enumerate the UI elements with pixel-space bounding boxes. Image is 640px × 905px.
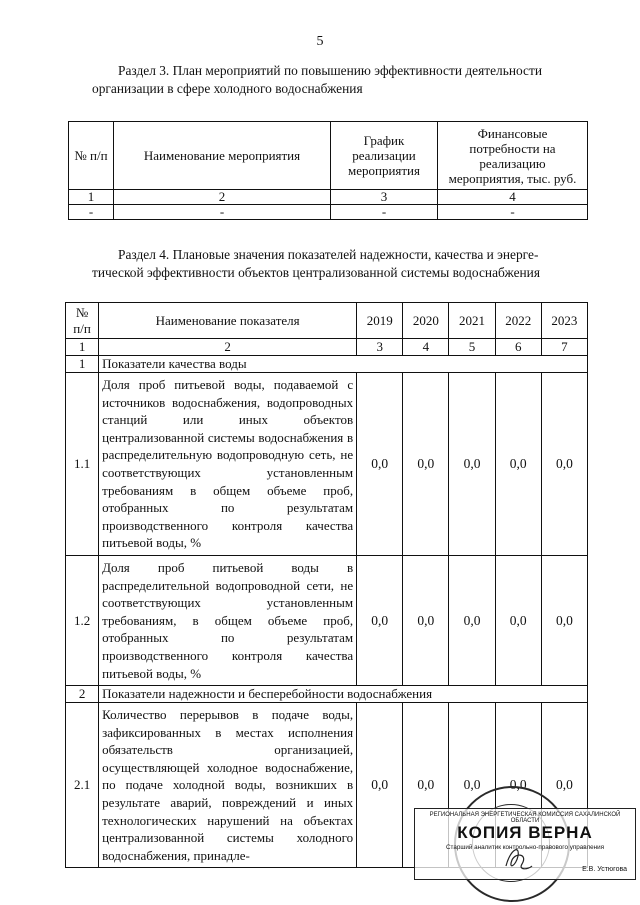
indicator-value: 0,0 — [495, 373, 541, 556]
indicator-value: 0,0 — [357, 703, 403, 868]
section3-table — [68, 121, 588, 220]
s3-header-finance: Финансовые потребности на реализацию мероприятия, тыс. руб. — [438, 122, 588, 190]
s4-col-number: 1 — [66, 339, 99, 356]
s3-cell: 4 — [438, 190, 588, 205]
stamp-organization: РЕГИОНАЛЬНАЯ ЭНЕРГЕТИЧЕСКАЯ КОМИССИЯ САХАЛИНСКОЙ ОБЛАСТИ — [429, 812, 621, 824]
s4-col-number: 7 — [541, 339, 587, 356]
s4-col-number: 2 — [99, 339, 357, 356]
table-row — [66, 555, 588, 685]
s3-cell: - — [331, 205, 438, 220]
section4-heading-line1: Раздел 4. Плановые значения показателей надежности, качества и энерге- — [118, 247, 539, 262]
indicator-value: 0,0 — [403, 555, 449, 685]
indicator-value: 0,0 — [495, 703, 541, 868]
indicator-name: Доля проб питьевой воды, подаваемой с источников водоснабжения, водопроводных станций или иных объектов централизованной системы водоснабжения в распределительную водопроводную сеть, не соответствующих установленным требованиям в общем объеме проб, отобранных по результатам производственного контроля качества питьевой воды, % — [99, 373, 357, 556]
s4-header-num: № п/п — [66, 303, 99, 339]
section3-heading-line1: Раздел 3. План мероприятий по повышению эффективности деятельности — [118, 63, 542, 78]
s4-header-name: Наименование показателя — [99, 303, 357, 339]
s3-header-schedule: График реализации мероприятия — [331, 122, 438, 190]
indicator-value: 0,0 — [357, 555, 403, 685]
section4-heading — [92, 246, 592, 282]
section4-heading-line2: тической эффективности объектов централизованной системы водоснабжения — [92, 265, 541, 280]
group-number: 2 — [66, 686, 99, 703]
s3-cell: 2 — [114, 190, 331, 205]
indicator-value: 0,0 — [449, 703, 495, 868]
stamp-name: Е.В. Устюгова — [582, 866, 627, 873]
s4-col-number: 5 — [449, 339, 495, 356]
s4-header-year: 2021 — [449, 303, 495, 339]
table-row — [66, 339, 588, 356]
indicator-value: 0,0 — [541, 703, 587, 868]
indicator-value: 0,0 — [403, 703, 449, 868]
row-number: 1.2 — [66, 555, 99, 685]
row-number: 2.1 — [66, 703, 99, 868]
s3-cell: - — [114, 205, 331, 220]
indicator-value: 0,0 — [449, 373, 495, 556]
indicator-value: 0,0 — [449, 555, 495, 685]
section4-table — [65, 302, 588, 868]
table-row — [69, 205, 588, 220]
s3-cell: 1 — [69, 190, 114, 205]
indicator-value: 0,0 — [357, 373, 403, 556]
s4-col-number: 3 — [357, 339, 403, 356]
row-number: 1.1 — [66, 373, 99, 556]
s4-header-year: 2020 — [403, 303, 449, 339]
indicator-value: 0,0 — [495, 555, 541, 685]
indicator-value: 0,0 — [541, 555, 587, 685]
s3-cell: 3 — [331, 190, 438, 205]
stamp-position: Старший аналитик контрольно-правового управления — [445, 844, 605, 851]
s3-cell: - — [438, 205, 588, 220]
s4-header-year: 2022 — [495, 303, 541, 339]
s3-cell: - — [69, 205, 114, 220]
s3-header-name: Наименование мероприятия — [114, 122, 331, 190]
indicator-name: Количество перерывов в подаче воды, зафиксированных в местах исполнения обязательств организацией, осуществляющей холодное водоснабжение, по подаче холодной воды, возникших в результате аварий, повреждений и иных технологических нарушений на объектах централизованной системы холодного водоснабжения, принадле- — [99, 703, 357, 868]
section3-heading — [92, 62, 592, 98]
s4-header-year: 2023 — [541, 303, 587, 339]
signature — [498, 840, 538, 874]
table-row — [66, 373, 588, 556]
indicator-value: 0,0 — [541, 373, 587, 556]
s3-header-num: № п/п — [69, 122, 114, 190]
group-number: 1 — [66, 356, 99, 373]
s4-col-number: 4 — [403, 339, 449, 356]
indicator-value: 0,0 — [403, 373, 449, 556]
group-title: Показатели качества воды — [99, 356, 588, 373]
table-row — [66, 356, 588, 373]
table-row — [69, 190, 588, 205]
s4-col-number: 6 — [495, 339, 541, 356]
group-title: Показатели надежности и бесперебойности водоснабжения — [99, 686, 588, 703]
page-number: 5 — [316, 34, 324, 49]
s4-header-year: 2019 — [357, 303, 403, 339]
table-row — [66, 686, 588, 703]
indicator-name: Доля проб питьевой воды в распределительной водопроводной сети, не соответствующих установленным требованиям, в общем объеме проб, отобранных по результатам производственного контроля качества питьевой воды, % — [99, 555, 357, 685]
section3-heading-line2: организации в сфере холодного водоснабжения — [92, 81, 363, 96]
stamp-title: КОПИЯ ВЕРНА — [457, 823, 593, 842]
